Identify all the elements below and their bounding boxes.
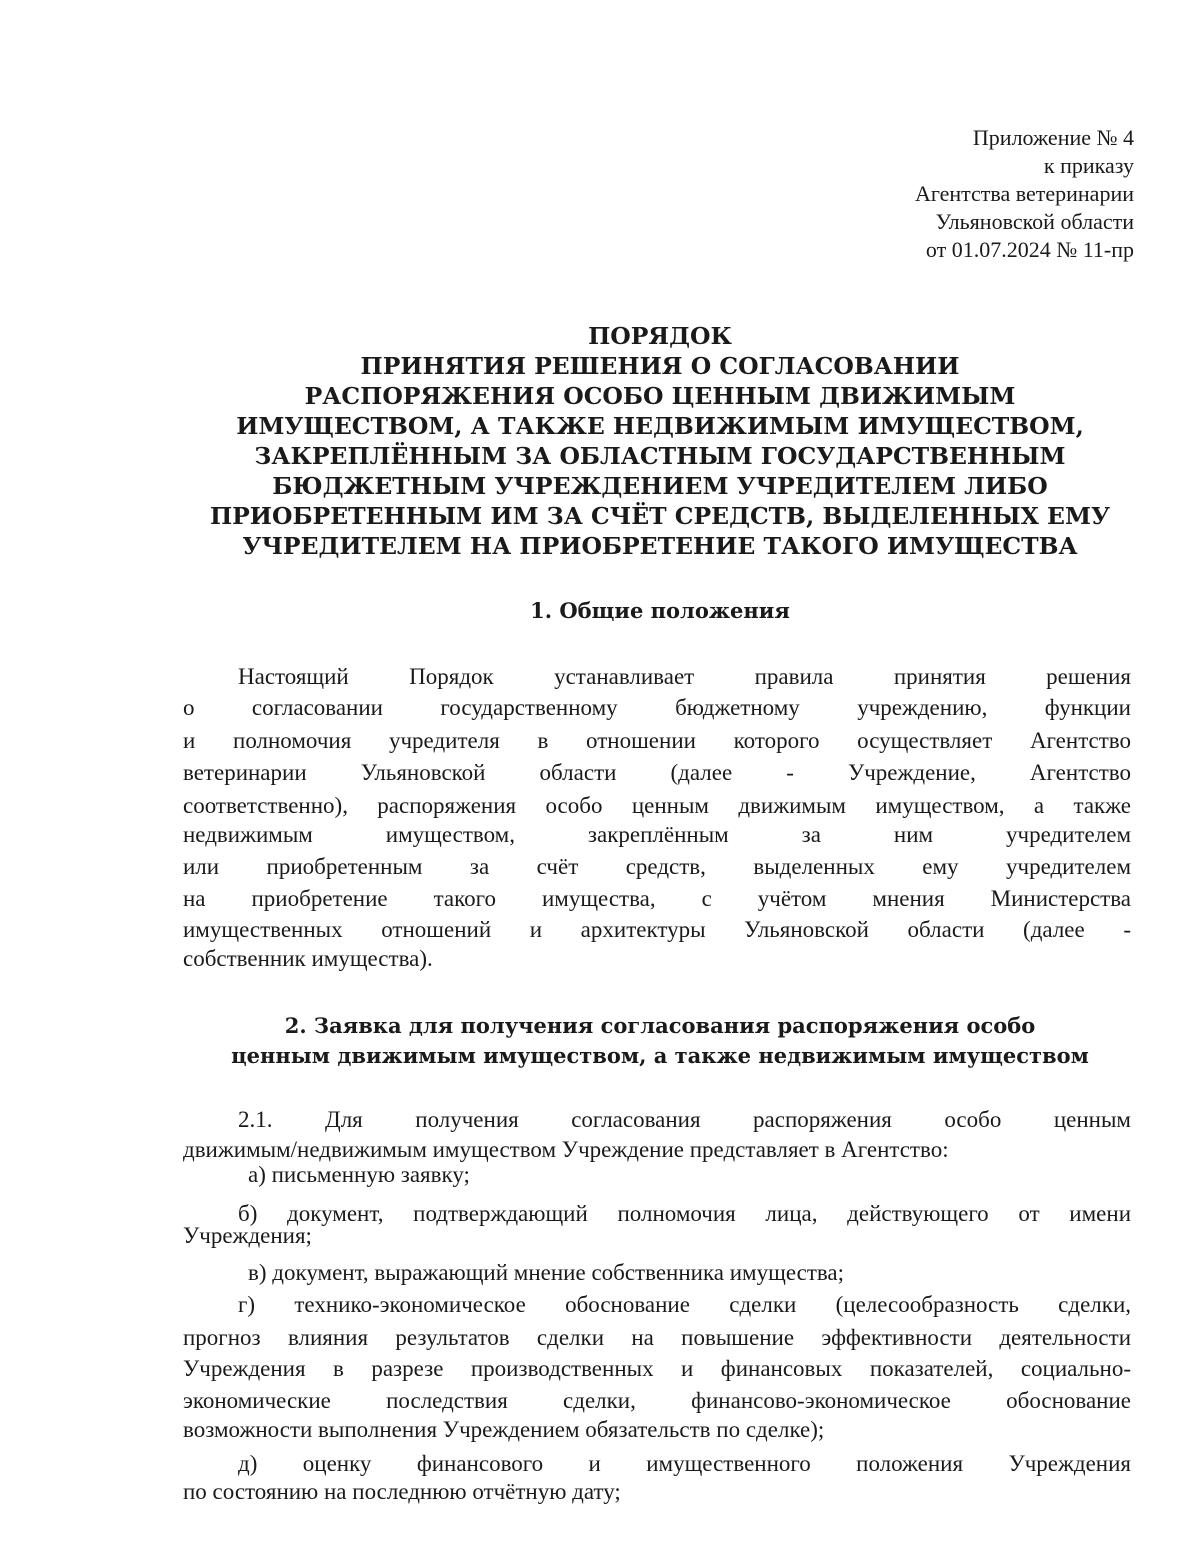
paragraph-line: прогноз влияния результатов сделки на повышение эффективности деятельности xyxy=(183,1325,1131,1350)
list-item: б) документ, подтверждающий полномочия лица, действующего от имени xyxy=(238,1201,1131,1226)
section-heading-text: 1. Общие положения xyxy=(530,598,790,623)
paragraph-line: Учреждения; xyxy=(183,1223,312,1248)
header-line: Приложение № 4 xyxy=(972,125,1134,150)
paragraph-line: по состоянию на последнюю отчётную дату; xyxy=(183,1479,621,1504)
title-line: БЮДЖЕТНЫМ УЧРЕЖДЕНИЕМ УЧРЕДИТЕЛЕМ ЛИБО xyxy=(272,472,1048,500)
paragraph-line: о согласовании государственному бюджетному учреждению, функции xyxy=(183,695,1131,720)
list-item: г) технико-экономическое обоснование сделки (целесообразность сделки, xyxy=(238,1292,1131,1317)
attachment-header xyxy=(915,124,1134,264)
paragraph-line: на приобретение такого имущества, с учётом мнения Министерства xyxy=(183,886,1131,911)
list-item: а) письменную заявку; xyxy=(248,1162,470,1187)
paragraph-line: и полномочия учредителя в отношении которого осуществляет Агентство xyxy=(183,728,1131,753)
document-title xyxy=(150,321,1170,561)
paragraph-line: имущественных отношений и архитектуры Ульяновской области (далее - xyxy=(183,917,1131,942)
title-line: ИМУЩЕСТВОМ, А ТАКЖЕ НЕДВИЖИМЫМ ИМУЩЕСТВОМ, xyxy=(236,412,1084,440)
paragraph-line: Настоящий Порядок устанавливает правила принятия решения xyxy=(238,664,1131,689)
header-line: от 01.07.2024 № 11-пр xyxy=(925,237,1134,262)
paragraph-line: недвижимым имуществом, закреплённым за ним учредителем xyxy=(183,822,1131,847)
paragraph-line: 2.1. Для получения согласования распоряжения особо ценным xyxy=(238,1107,1131,1132)
header-line: к приказу xyxy=(1043,153,1134,178)
paragraph-line: соответственно), распоряжения особо ценным движимым имуществом, а также xyxy=(183,793,1131,818)
header-line: Агентства ветеринарии xyxy=(914,181,1134,206)
paragraph-line: ветеринарии Ульяновской области (далее - Учреждение, Агентство xyxy=(183,760,1131,785)
title-line: РАСПОРЯЖЕНИЯ ОСОБО ЦЕННЫМ ДВИЖИМЫМ xyxy=(304,382,1016,410)
header-line: Ульяновской области xyxy=(935,209,1134,234)
title-line: ЗАКРЕПЛЁННЫМ ЗА ОБЛАСТНЫМ ГОСУДАРСТВЕННЫМ xyxy=(254,442,1066,470)
paragraph-line: или приобретенным за счёт средств, выделенных ему учредителем xyxy=(183,854,1131,879)
title-line: УЧРЕДИТЕЛЕМ НА ПРИОБРЕТЕНИЕ ТАКОГО ИМУЩЕСТВА xyxy=(242,532,1078,560)
list-item: д) оценку финансового и имущественного положения Учреждения xyxy=(238,1451,1131,1476)
paragraph-line: экономические последствия сделки, финансово-экономическое обоснование xyxy=(183,1388,1131,1413)
paragraph-line: возможности выполнения Учреждением обязательств по сделке); xyxy=(183,1417,825,1442)
section-1-heading xyxy=(150,596,1170,626)
title-line: ПРИОБРЕТЕННЫМ ИМ ЗА СЧЁТ СРЕДСТВ, ВЫДЕЛЕННЫХ ЕМУ xyxy=(209,502,1111,530)
title-line: ПОРЯДОК xyxy=(588,322,732,350)
list-item: в) документ, выражающий мнение собственника имущества; xyxy=(248,1260,845,1285)
paragraph-line: движимым/недвижимым имуществом Учреждение представляет в Агентство: xyxy=(183,1137,949,1162)
section-heading-text: 2. Заявка для получения согласования распоряжения особо xyxy=(284,1013,1036,1038)
paragraph-line: собственник имущества). xyxy=(183,946,433,971)
paragraph-line: Учреждения в разрезе производственных и финансовых показателей, социально- xyxy=(183,1356,1131,1381)
section-heading-text: ценным движимым имуществом, а также недвижимым имуществом xyxy=(231,1043,1089,1068)
section-2-heading xyxy=(150,1011,1170,1071)
title-line: ПРИНЯТИЯ РЕШЕНИЯ О СОГЛАСОВАНИИ xyxy=(360,352,960,380)
